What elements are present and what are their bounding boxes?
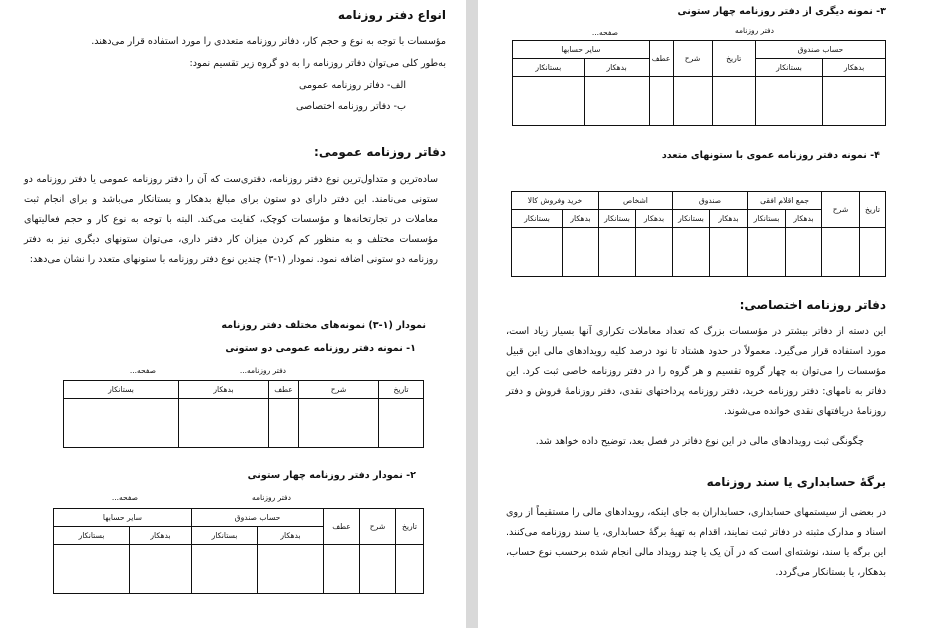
sample4-cash-credit: بستانکار: [672, 210, 709, 228]
sample2-title: ۲- نمودار دفتر روزنامه چهار ستونی: [247, 470, 416, 481]
left-page: [0, 0, 466, 628]
sample1-title: ۱- نمونه دفتر روزنامه عمومی دو ستونی: [225, 343, 416, 354]
sample4-group-goods: خرید وفروش کالا: [511, 192, 598, 210]
sample3-table: [512, 40, 886, 126]
sample4-persons-credit: بستانکار: [598, 210, 635, 228]
sample2-other-credit: بستانکار: [53, 527, 129, 545]
sample2-col-ref: عطف: [324, 509, 360, 545]
right-page: [478, 0, 948, 628]
voucher-heading: برگهٔ حسابداری یا سند روزنامه: [706, 475, 886, 489]
sample3-col-ref: عطف: [649, 41, 673, 77]
intro-item-a: الف- دفاتر روزنامه عمومی: [298, 80, 406, 91]
sample3-title: ۳- نمونه دیگری از دفتر روزنامه چهار ستونی: [677, 6, 886, 17]
sample1-col-credit: بستانکار: [64, 381, 179, 399]
sample4-group-cash: صندوق: [672, 192, 747, 210]
types-title: انواع دفتر روزنامه: [337, 8, 446, 22]
page-gutter: [466, 0, 478, 628]
sample4-cash-debit: بدهکار: [710, 210, 748, 228]
sample4-goods-debit: بدهکار: [562, 210, 598, 228]
sample3-other-debit: بدهکار: [584, 59, 649, 77]
sample4-col-date: تاریخ: [860, 192, 886, 228]
sample4-table: [511, 191, 886, 277]
sample4-group-persons: اشخاص: [598, 192, 672, 210]
sample3-book-label: دفتر روزنامه: [735, 26, 774, 35]
sample4-totals-debit: بدهکار: [786, 210, 822, 228]
sample4-col-description: شرح: [822, 192, 860, 228]
sample2-other-debit: بدهکار: [129, 527, 191, 545]
sample2-group-other: سایر حسابها: [53, 509, 191, 527]
sample2-page-label: صفحه...: [111, 493, 138, 502]
sample4-group-totals: جمع اقلام افقی: [748, 192, 822, 210]
sample1-col-debit: بدهکار: [179, 381, 269, 399]
sample2-col-date: تاریخ: [396, 509, 424, 545]
sample1-page-label: صفحه...: [129, 366, 156, 375]
sample4-title: ۴- نمونه دفتر روزنامه عموی با ستونهای متعدد: [661, 150, 880, 161]
sample3-group-other: سایر حسابها: [513, 41, 650, 59]
general-paragraph: ساده‌ترین و متداول‌ترین نوع دفتر روزنامه، دفتری‌ست که آن را دفتر روزنامه عمومی یا دفتر روزنامه دو ستونی می‌نامند. این دفتر دارای دو ستون برای مبالغ بدهکار و بستانکار می‌باشد و برای انجام ثبت معاملات در تجارتخانه‌ها و مؤسسات کوچک، کفایت می‌کند. البته با توجه به نوع کار و حجم فعالیتهای مؤسسات مختلف و به منظور کم کردن میزان کار دفتر داری، می‌توان ستونهای دیگری نیز به دفتر روزنامه دو ستونی اضافه نمود. نمودار (۱-۳) چندین نوع دفتر روزنامه با ستونهای متعدد را نشان می‌دهد:: [24, 174, 438, 265]
special-heading: دفاتر روزنامه اختصاصی:: [739, 298, 886, 312]
sample1-col-description: شرح: [299, 381, 379, 399]
sample2-table: [53, 508, 424, 594]
intro-item-b: ب- دفاتر روزنامه اختصاصی: [295, 101, 406, 112]
sample3-page-label: صفحه...: [591, 28, 618, 37]
sample4-totals-credit: بستانکار: [748, 210, 786, 228]
sample1-col-ref: عطف: [269, 381, 299, 399]
intro-line-2: به‌طور کلی می‌توان دفاتر روزنامه را به دو گروه زیر تقسیم نمود:: [189, 58, 446, 69]
special-paragraph: این دسته از دفاتر بیشتر در مؤسسات بزرگ که تعداد معاملات تکراری آنها بسیار زیاد است، مورد استفاده قرار می‌گیرد. معمولاً در حدود هشتاد تا نود درصد کلیه رویدادهای مالی این قبیل مؤسسات را می‌توان به چهار گروه تقسیم و هر گروه را در دفتر روزنامه خاصی ثبت کرد. این دفاتر به نامهای: دفتر روزنامه خرید، دفتر روزنامه پرداختهای نقدی، دفتر روزنامهٔ فروش و دفتر روزنامهٔ دریافتهای نقدی خوانده می‌شوند.: [506, 326, 886, 417]
sample3-col-date: تاریخ: [712, 41, 755, 77]
sample1-col-date: تاریخ: [379, 381, 424, 399]
sample3-group-cash: حساب صندوق: [755, 41, 885, 59]
sample3-cash-credit: بستانکار: [755, 59, 822, 77]
sample3-other-credit: بستانکار: [513, 59, 585, 77]
sample3-cash-debit: بدهکار: [823, 59, 886, 77]
sample3-col-description: شرح: [673, 41, 712, 77]
intro-line-1: مؤسسات با توجه به نوع و حجم کار، دفاتر روزنامه متعددی را مورد استفاده قرار می‌دهند.: [91, 36, 446, 47]
sample2-col-description: شرح: [360, 509, 396, 545]
sample1-book-label: دفتر روزنامه...: [239, 366, 286, 375]
voucher-paragraph: در بعضی از سیستمهای حسابداری، حسابداران به جای اینکه، رویدادهای مالی را مستقیماً از روی اسناد و مدارک مثبته در دفاتر ثبت نمایند، اقدام به تهیهٔ برگهٔ حسابداری، یا سند روزنامه می‌کنند. این برگه یا سند، نوشته‌ای است که در آن یک یا چند رویداد مالی انجام شده برحسب نوع حساب، بدهکار، یا بستانکار می‌گردد.: [506, 507, 886, 578]
sample2-book-label: دفتر روزنامه: [252, 493, 291, 502]
general-heading: دفاتر روزنامه عمومی:: [314, 145, 446, 159]
sample4-goods-credit: بستانکار: [511, 210, 562, 228]
sample4-persons-debit: بدهکار: [635, 210, 672, 228]
sample2-cash-credit: بستانکار: [191, 527, 257, 545]
chart-caption: نمودار (۱-۳) نمونه‌های مختلف دفتر روزنامه: [221, 320, 426, 331]
sample2-cash-debit: بدهکار: [258, 527, 324, 545]
special-paragraph-2: چگونگی ثبت رویدادهای مالی در این نوع دفاتر در فصل بعد، توضیح داده خواهد شد.: [535, 436, 864, 447]
sample1-table: [63, 380, 424, 448]
sample2-group-cash: حساب صندوق: [191, 509, 323, 527]
